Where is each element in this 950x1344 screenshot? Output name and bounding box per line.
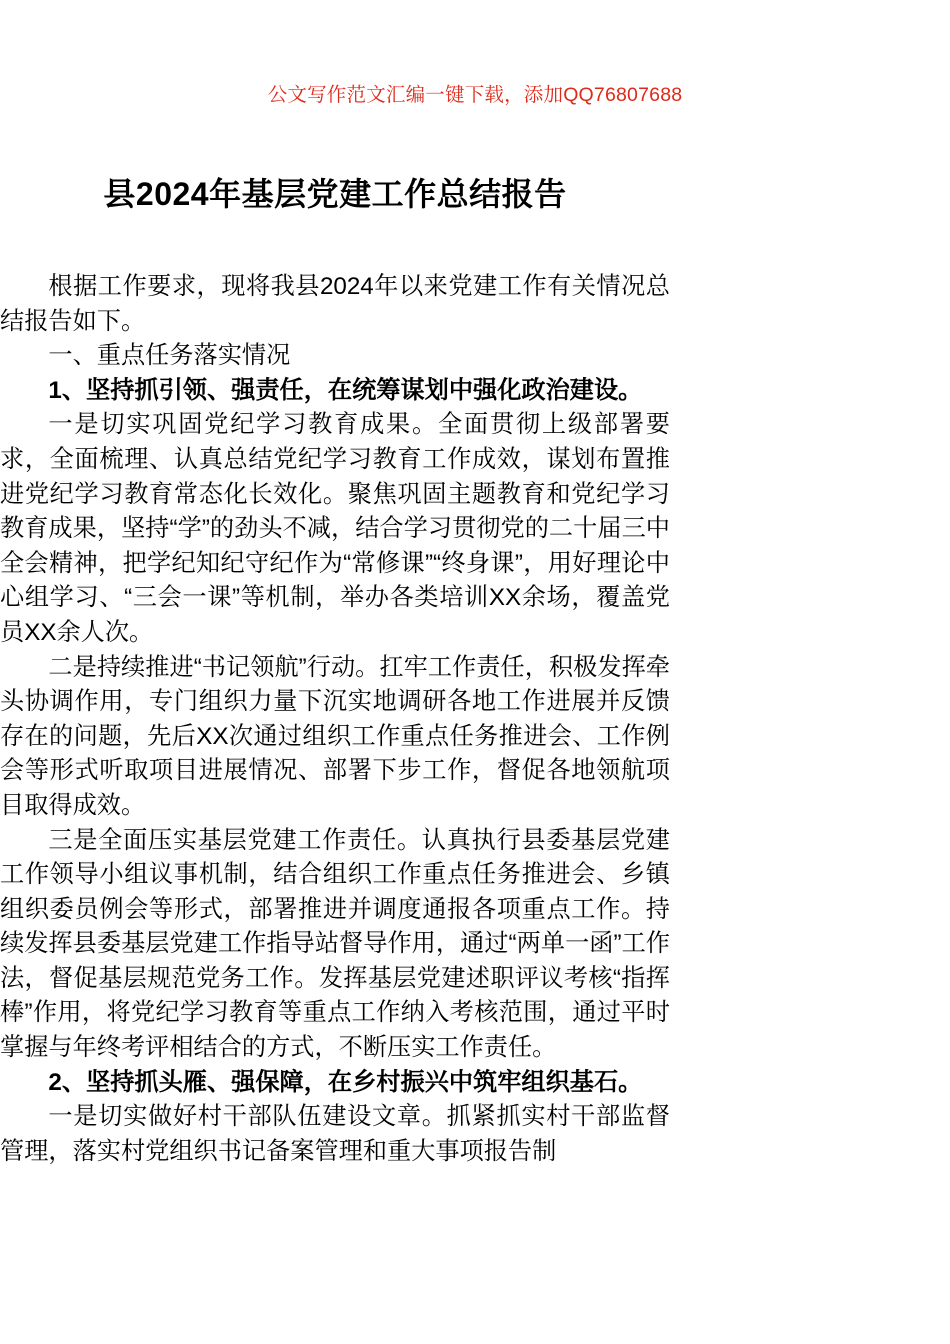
- paragraph-item-1-point-3: 三是全面压实基层党建工作责任。认真执行县委基层党建工作领导小组议事机制，结合组织工作重点任务推进会、乡镇组织委员例会等形式，部署推进并调度通报各项重点工作。持续发挥县委基层党建工作指导站督导作用，通过“两单一函”工作法，督促基层规范党务工作。发挥基层党建述职评议考核“指挥棒”作用，将党纪学习教育等重点工作纳入考核范围，通过平时掌握与年终考评相结合的方式，不断压实工作责任。: [0, 826, 670, 1062]
- paragraph-section-1-heading: 一、重点任务落实情况: [48, 342, 291, 370]
- paragraph-intro: 根据工作要求，现将我县2024年以来党建工作有关情况总结报告如下。: [0, 273, 670, 335]
- paragraph-item-1-point-2: 二是持续推进“书记领航”行动。扛牢工作责任，积极发挥牵头协调作用，专门组织力量下沉实地调研各地工作进展并反馈存在的问题，先后XX次通过组织工作重点任务推进会、工作例会等形式听取项目进展情况、部署下步工作，督促各地领航项目取得成效。: [0, 653, 670, 819]
- document-body: [0, 270, 670, 1169]
- paragraph-item-1-point-1: 一是切实巩固党纪学习教育成果。全面贯彻上级部署要求，全面梳理、认真总结党纪学习教育工作成效，谋划布置推进党纪学习教育常态化长效化。聚焦巩固主题教育和党纪学习教育成果，坚持“学”的劲头不减，结合学习贯彻党的二十届三中全会精神，把学纪知纪守纪作为“常修课”“终身课”，用好理论中心组学习、“三会一课”等机制，举办各类培训XX余场，覆盖党员XX余人次。: [0, 411, 670, 646]
- paragraph-item-2-heading: 2、坚持抓头雁、强保障，在乡村振兴中筑牢组织基石。: [48, 1068, 643, 1096]
- paragraph-item-2-point-1: 一是切实做好村干部队伍建设文章。抓紧抓实村干部监督管理，落实村党组织书记备案管理和重大事项报告制: [0, 1103, 670, 1165]
- watermark-header: 公文写作范文汇编一键下载，添加QQ76807688: [267, 84, 683, 106]
- paragraph-item-1-heading: 1、坚持抓引领、强责任，在统筹谋划中强化政治建设。: [48, 376, 643, 404]
- page-title: 县2024年基层党建工作总结报告: [103, 176, 567, 212]
